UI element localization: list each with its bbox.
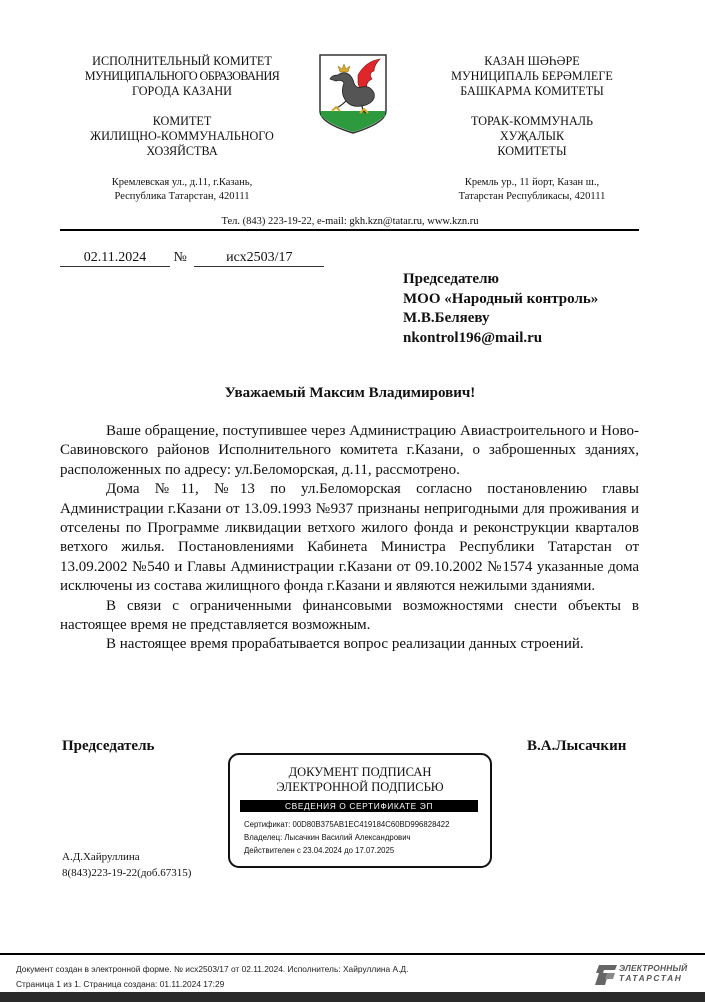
text-line: Татарстан Республикасы, 420111 [458, 191, 606, 202]
logo-text-line: ТАТАРСТАН [619, 972, 683, 983]
text-line: ГОРОДА КАЗАНИ [132, 84, 232, 98]
stamp-heading [230, 765, 490, 795]
text-line: КОМИТЕТЫ [497, 144, 567, 158]
stamp-heading-line: ДОКУМЕНТ ПОДПИСАН [288, 765, 432, 779]
signatory-name: В.А.Лысачкин [527, 738, 627, 754]
signatory-title: Председатель [62, 738, 155, 754]
letterhead-right-org [412, 54, 652, 99]
text-line: Кремлевская ул., д.11, г.Казань, [111, 177, 253, 188]
text-line: ХОЗЯЙСТВА [146, 144, 218, 158]
logo-text-line: ЭЛЕКТРОННЫЙ [619, 963, 688, 973]
stamp-owner: Владелец: Лысачкин Василий Александрович [244, 833, 411, 842]
text-line: КОМИТЕТ [152, 114, 212, 128]
recipient-block [403, 270, 598, 348]
body-paragraph: В настоящее время прорабатывается вопрос реализации данных строений. [106, 636, 584, 653]
e-signature-stamp [228, 753, 492, 868]
body-paragraph: Дома №11, №13 по ул.Беломорская согласно постановлению главы Администрации г.Казани от 13.09.1993 №937 признаны непригодными для проживания и отселены по Программе ликвидации ветхого жилого фонда и реконструкции кварталов ветхого жилья. Постановлениями Кабинета Министра Республики Татарстан от 13.09.2002 №540 и Главы Администрации г.Казани от 09.10.2002 №1574 указанные дома исключены из состава жилищного фонда г.Казани и являются нежилыми зданиями. [60, 481, 639, 595]
kazan-coat-of-arms-icon [318, 53, 388, 135]
body-paragraph: В связи с ограниченными финансовыми возможностями снести объекты в настоящее время не представляется возможным. [60, 597, 639, 634]
recipient-org: МОО «Народный контроль» [403, 290, 599, 307]
letterhead-left-dept [62, 114, 302, 159]
number-sign: № [173, 250, 187, 265]
registration-date: 02.11.2024 [60, 250, 170, 267]
letterhead-contacts: Тел. (843) 223-19-22, e-mail: gkh.kzn@tatar.ru, www.kzn.ru [221, 216, 479, 227]
text-line: ЖИЛИЩНО-КОММУНАЛЬНОГО [90, 129, 274, 143]
text-line: МУНИЦИПАЛЬНОГО ОБРАЗОВАНИЯ [84, 69, 280, 83]
footer-line: Документ создан в электронной форме. № исх2503/17 от 02.11.2024. Исполнитель: Хайруллина А.Д. [16, 964, 409, 974]
greeting: Уважаемый Максим Владимирович! [224, 385, 476, 401]
stamp-heading-line: ЭЛЕКТРОННОЙ ПОДПИСЬЮ [276, 780, 444, 794]
letterhead-left-address [62, 176, 302, 204]
letterhead-right-dept [412, 114, 652, 159]
text-line: Кремль ур., 11 йорт, Казан ш., [464, 177, 600, 188]
text-line: БАШКАРМА КОМИТЕТЫ [460, 84, 604, 98]
text-line: МУНИЦИПАЛЬ БЕРӘМЛЕГЕ [451, 69, 613, 83]
letterhead-divider [60, 229, 639, 231]
stamp-validity: Действителен с 23.04.2024 до 17.07.2025 [244, 846, 395, 855]
executor-phone: 8(843)223-19-22(доб.67315) [62, 867, 192, 879]
text-line: Республика Татарстан, 420111 [114, 191, 250, 202]
registration-line [60, 250, 324, 267]
recipient-name: М.В.Беляеву [403, 310, 490, 326]
stamp-certificate-bar: СВЕДЕНИЯ О СЕРТИФИКАТЕ ЭП [240, 800, 478, 812]
recipient-title: Председателю [403, 271, 499, 287]
footer-divider [0, 953, 705, 955]
electronic-tatarstan-logo [593, 963, 688, 986]
text-line: КАЗАН ШӘҺӘРЕ [484, 54, 580, 68]
executor-block [62, 849, 191, 881]
letter-body [60, 422, 639, 655]
logo-text [619, 964, 687, 983]
stamp-certificate: Сертификат: 00D80B375AB1EC419184C60BD996828422 [244, 820, 450, 829]
footer-text [16, 962, 408, 992]
bottom-bar [0, 992, 705, 1002]
stamp-info [244, 818, 449, 857]
recipient-email: nkontrol196@mail.ru [403, 329, 543, 346]
letterhead-left-org [62, 54, 302, 99]
registration-number: исх2503/17 [194, 250, 324, 267]
footer-line: Страница 1 из 1. Страница создана: 01.11.2024 17:29 [16, 979, 225, 989]
body-paragraph: Ваше обращение, поступившее через Администрацию Авиастроительного и Ново-Савиновского районов Исполнительного комитета г.Казани, о заброшенных зданиях, расположенных по адресу: ул.Беломорская, д.11, рассмотрено. [60, 423, 639, 478]
electronic-tatarstan-logo-icon [593, 965, 619, 985]
text-line: ТОРАК-КОММУНАЛЬ [470, 114, 594, 128]
text-line: ХУҖАЛЫК [499, 129, 565, 143]
executor-name: А.Д.Хайруллина [62, 851, 140, 863]
letterhead-right-address [412, 176, 652, 204]
text-line: ИСПОЛНИТЕЛЬНЫЙ КОМИТЕТ [92, 54, 272, 68]
